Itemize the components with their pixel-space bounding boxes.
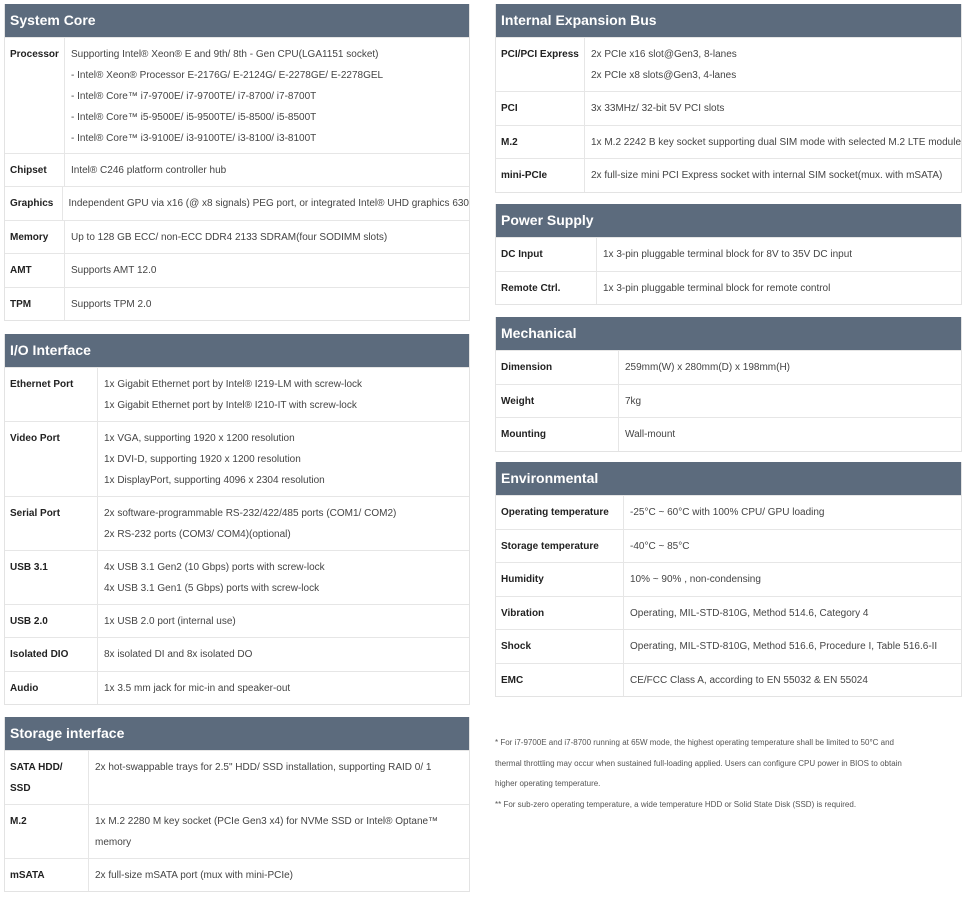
- section-io-interface: [4, 334, 470, 705]
- section-internal-expansion-bus: [495, 4, 962, 193]
- spec-value: [624, 630, 937, 663]
- spec-row-processor: [5, 37, 469, 153]
- spec-value: [585, 92, 724, 125]
- spec-label: Weight: [496, 385, 619, 417]
- spec-label: M.2: [5, 805, 89, 858]
- spec-line: 1x USB 2.0 port (internal use): [104, 615, 236, 627]
- spec-value: [98, 605, 236, 637]
- spec-label: Memory: [5, 221, 65, 253]
- spec-value: [98, 551, 325, 604]
- spec-row-chipset: [5, 153, 469, 186]
- spec-line: - Intel® Core™ i7-9700E/ i7-9700TE/ i7-8700/ i7-8700T: [71, 91, 317, 102]
- spec-line: 259mm(W) x 280mm(D) x 198mm(H): [625, 362, 791, 373]
- spec-line: 1x VGA, supporting 1920 x 1200 resolution: [104, 433, 295, 444]
- spec-value: [89, 859, 293, 891]
- spec-value: [597, 272, 830, 304]
- spec-label: PCI/PCI Express: [496, 38, 585, 91]
- section-title: Mechanical: [496, 317, 961, 350]
- spec-line: 1x 3-pin pluggable terminal block for remote control: [603, 282, 831, 294]
- spec-line: 2x RS-232 ports (COM3/ COM4)(optional): [104, 529, 291, 540]
- spec-value: [65, 288, 151, 320]
- spec-row-shock: [496, 629, 961, 663]
- spec-row-storage-temperature: [496, 529, 961, 562]
- spec-value: [624, 664, 868, 696]
- spec-line: Independent GPU via x16 (@ x8 signals) PEG port, or integrated Intel® UHD graphics 630: [68, 198, 469, 209]
- spec-line: 1x DVI-D, supporting 1920 x 1200 resolution: [104, 454, 301, 465]
- spec-label: PCI: [496, 92, 585, 125]
- spec-line: 1x 3.5 mm jack for mic-in and speaker-out: [104, 682, 291, 694]
- spec-value: [624, 597, 868, 629]
- spec-line: 2x PCIe x16 slot@Gen3, 8-lanes: [591, 49, 737, 60]
- spec-row-dimension: [496, 350, 961, 384]
- spec-line: 2x PCIe x8 slots@Gen3, 4-lanes: [591, 70, 737, 81]
- spec-label: AMT: [5, 254, 65, 287]
- section-title: System Core: [5, 4, 469, 37]
- spec-line: Supports TPM 2.0: [71, 298, 152, 310]
- spec-label: USB 2.0: [5, 605, 98, 637]
- spec-line: 1x DisplayPort, supporting 4096 x 2304 resolution: [104, 475, 325, 486]
- spec-label: Remote Ctrl.: [496, 272, 597, 304]
- spec-value: [619, 385, 641, 417]
- spec-row-video-port: [5, 421, 469, 496]
- spec-row-m2-bus: [496, 125, 961, 158]
- spec-label: EMC: [496, 664, 624, 696]
- footnote-line: * For i7-9700E and i7-8700 running at 65W mode, the highest operating temperature shall be limited to 50°C and: [495, 738, 894, 747]
- spec-line: Intel® C246 platform controller hub: [71, 164, 227, 176]
- spec-value: [98, 638, 252, 671]
- spec-value: [89, 751, 431, 804]
- spec-line: Supporting Intel® Xeon® E and 9th/ 8th - Gen CPU(LGA1151 socket): [71, 49, 379, 60]
- footnote-line: thermal throttling may occur when sustained full-loading applied. Users can configure CPU power in BIOS to obtain: [495, 758, 902, 768]
- spec-label-line: SSD: [10, 783, 31, 794]
- section-title: Environmental: [496, 462, 961, 495]
- spec-row-tpm: [5, 287, 469, 320]
- spec-line: 4x USB 3.1 Gen2 (10 Gbps) ports with screw-lock: [104, 562, 325, 573]
- section-mechanical: [495, 317, 962, 452]
- spec-row-graphics: [5, 186, 469, 220]
- spec-line: 1x M.2 2280 M key socket (PCIe Gen3 x4) for NVMe SSD or Intel® Optane™: [95, 816, 439, 827]
- spec-line: 1x 3-pin pluggable terminal block for 8V to 35V DC input: [603, 249, 853, 260]
- spec-value: [619, 418, 675, 451]
- spec-line: 2x full-size mSATA port (mux with mini-PCIe): [95, 869, 294, 881]
- spec-line: 3x 33MHz/ 32-bit 5V PCI slots: [591, 103, 725, 114]
- spec-value: [98, 672, 290, 704]
- spec-line: Wall-mount: [625, 429, 676, 440]
- spec-label: Ethernet Port: [5, 368, 98, 421]
- spec-label: TPM: [5, 288, 65, 320]
- spec-value: [619, 351, 790, 384]
- spec-label: Storage temperature: [496, 530, 624, 562]
- spec-line: memory: [95, 837, 132, 848]
- spec-line: 2x full-size mini PCI Express socket with internal SIM socket(mux. with mSATA): [591, 170, 943, 181]
- spec-line: 1x M.2 2242 B key socket supporting dual SIM mode with selected M.2 LTE module: [591, 136, 961, 148]
- spec-label: Shock: [496, 630, 624, 663]
- spec-row-pci-pci-express: [496, 37, 961, 91]
- spec-row-sata-hdd-ssd: [5, 750, 469, 804]
- spec-label: Humidity: [496, 563, 624, 596]
- spec-row-usb-3-1: [5, 550, 469, 604]
- spec-line: 8x isolated DI and 8x isolated DO: [104, 649, 253, 660]
- section-title: Internal Expansion Bus: [496, 4, 961, 37]
- section-title: Storage interface: [5, 717, 469, 750]
- spec-line: - Intel® Core™ i5-9500E/ i5-9500TE/ i5-8500/ i5-8500T: [71, 112, 317, 123]
- spec-line: 10% ~ 90% , non-condensing: [630, 574, 761, 585]
- section-system-core: [4, 4, 470, 321]
- spec-value: [65, 221, 387, 253]
- spec-row-dc-input: [496, 237, 961, 271]
- spec-line: - Intel® Core™ i3-9100E/ i3-9100TE/ i3-8100/ i3-8100T: [71, 133, 317, 144]
- spec-value: [624, 563, 761, 596]
- spec-line: Up to 128 GB ECC/ non-ECC DDR4 2133 SDRAM(four SODIMM slots): [71, 231, 388, 243]
- spec-label: Mounting: [496, 418, 619, 451]
- spec-value: [98, 497, 396, 550]
- spec-label: Audio: [5, 672, 98, 704]
- spec-label: Chipset: [5, 154, 65, 186]
- section-power-supply: [495, 204, 962, 305]
- spec-line: Supports AMT 12.0: [71, 265, 157, 276]
- spec-label: Dimension: [496, 351, 619, 384]
- spec-label: Vibration: [496, 597, 624, 629]
- spec-row-emc: [496, 663, 961, 696]
- spec-row-vibration: [496, 596, 961, 629]
- spec-label: mini-PCIe: [496, 159, 585, 192]
- spec-line: Operating, MIL-STD-810G, Method 514.6, Category 4: [630, 607, 869, 619]
- spec-row-m2: [5, 804, 469, 858]
- spec-row-mounting: [496, 417, 961, 451]
- spec-value: [65, 154, 226, 186]
- spec-line: Operating, MIL-STD-810G, Method 516.6, Procedure I, Table 516.6-II: [630, 641, 938, 652]
- spec-row-weight: [496, 384, 961, 417]
- spec-row-isolated-dio: [5, 637, 469, 671]
- spec-row-usb-2-0: [5, 604, 469, 637]
- spec-value: [65, 38, 383, 153]
- spec-row-ethernet-port: [5, 367, 469, 421]
- spec-line: 7kg: [625, 395, 642, 407]
- spec-line: -25°C ~ 60°C with 100% CPU/ GPU loading: [630, 507, 825, 518]
- footnote-line: ** For sub-zero operating temperature, a wide temperature HDD or Solid State Disk (SSD) is required.: [495, 799, 857, 809]
- section-environmental: [495, 462, 962, 697]
- spec-row-serial-port: [5, 496, 469, 550]
- spec-row-memory: [5, 220, 469, 253]
- footnote-line: higher operating temperature.: [495, 779, 601, 789]
- spec-label-line: SATA HDD/: [10, 762, 63, 773]
- spec-label: mSATA: [5, 859, 89, 891]
- spec-label: Graphics: [5, 187, 63, 220]
- spec-line: 2x software-programmable RS-232/422/485 ports (COM1/ COM2): [104, 508, 397, 519]
- spec-row-msata: [5, 858, 469, 891]
- spec-value: [585, 126, 961, 158]
- spec-label: [5, 751, 89, 804]
- section-title: I/O Interface: [5, 334, 469, 367]
- spec-row-mini-pcie: [496, 158, 961, 192]
- spec-value: [624, 496, 824, 529]
- spec-label: DC Input: [496, 238, 597, 271]
- spec-value: [624, 530, 689, 562]
- spec-line: -40°C ~ 85°C: [630, 540, 690, 552]
- spec-row-humidity: [496, 562, 961, 596]
- spec-label: Operating temperature: [496, 496, 624, 529]
- spec-row-amt: [5, 253, 469, 287]
- spec-label: Processor: [5, 38, 65, 153]
- spec-value: [65, 254, 156, 287]
- spec-row-pci: [496, 91, 961, 125]
- spec-label: USB 3.1: [5, 551, 98, 604]
- spec-value: [89, 805, 438, 858]
- spec-line: CE/FCC Class A, according to EN 55032 & EN 55024: [630, 674, 868, 686]
- section-title: Power Supply: [496, 204, 961, 237]
- spec-row-audio: [5, 671, 469, 704]
- spec-value: [63, 187, 470, 220]
- spec-label: Serial Port: [5, 497, 98, 550]
- spec-line: 4x USB 3.1 Gen1 (5 Gbps) ports with screw-lock: [104, 583, 320, 594]
- spec-line: 2x hot-swappable trays for 2.5" HDD/ SSD installation, supporting RAID 0/ 1: [95, 762, 432, 773]
- spec-label: Isolated DIO: [5, 638, 98, 671]
- spec-value: [98, 368, 362, 421]
- section-storage-interface: [4, 717, 470, 892]
- spec-value: [597, 238, 852, 271]
- footnotes: [495, 733, 961, 815]
- spec-row-remote-ctrl: [496, 271, 961, 304]
- spec-value: [585, 159, 942, 192]
- spec-value: [98, 422, 325, 496]
- spec-value: [585, 38, 737, 91]
- spec-label: Video Port: [5, 422, 98, 496]
- spec-line: - Intel® Xeon® Processor E-2176G/ E-2124G/ E-2278GE/ E-2278GEL: [71, 70, 384, 81]
- spec-row-operating-temperature: [496, 495, 961, 529]
- spec-line: 1x Gigabit Ethernet port by Intel® I219-LM with screw-lock: [104, 379, 363, 390]
- spec-label: M.2: [496, 126, 585, 158]
- spec-line: 1x Gigabit Ethernet port by Intel® I210-IT with screw-lock: [104, 400, 357, 411]
